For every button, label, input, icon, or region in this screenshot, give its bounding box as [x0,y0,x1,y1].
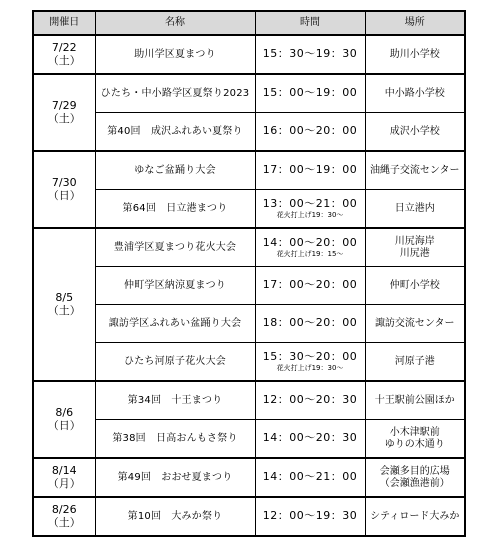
date-cell [33,35,95,74]
event-time [255,113,365,152]
event-place [365,343,465,382]
event-place [365,190,465,229]
table-row [33,151,465,190]
event-place-line: 中小路小学校 [384,87,445,99]
event-time-range: 17：00～20：00 [262,278,358,292]
event-name: 第10回 大みか祭り [95,497,255,536]
event-time [255,151,365,190]
date-cell [33,228,95,381]
event-place-line: 油縄子交流センター [369,164,460,176]
event-time-range: 15：30～19：30 [262,47,358,61]
event-name: 諏訪学区ふれあい盆踊り大会 [95,305,255,343]
date-cell [33,151,95,228]
event-place-line: ゆりの木通り [384,438,445,450]
event-place-line: （会瀬漁港前） [379,477,450,489]
event-name: ゆなご盆踊り大会 [95,151,255,190]
event-place-line: 川尻海岸 [394,236,435,247]
event-weekday: （土） [47,515,81,529]
event-weekday: （土） [47,111,81,125]
table-row [33,343,465,382]
table-row [33,74,465,113]
event-place-line: 会瀬多目的広場 [379,466,450,477]
event-name: ひたち河原子花火大会 [95,343,255,382]
event-place-line: 川尻港 [399,247,430,259]
event-name: 第40回 成沢ふれあい夏祭り [95,113,255,152]
event-name: 助川学区夏まつり [95,35,255,74]
event-date: 7/22 [51,40,77,54]
event-weekday: （日） [47,418,81,432]
event-time-range: 15：00～19：00 [262,86,358,100]
event-place-line: 助川小学校 [389,48,440,60]
event-place-line: 仲町小学校 [389,279,440,291]
event-time-range: 12：00～20：30 [262,393,358,407]
event-place-line: 諏訪交流センター [374,317,455,329]
date-cell [33,458,95,497]
event-place-line: 河原子港 [394,355,435,367]
event-place [365,420,465,459]
event-time [255,190,365,229]
event-name: ひたち・中小路学区夏祭り2023 [95,74,255,113]
fireworks-note: 花火打上げ19：15～ [276,250,344,259]
table-row [33,35,465,74]
fireworks-note: 花火打上げ19：30～ [276,364,344,373]
event-time-range: 14：00～20：30 [262,431,358,445]
event-name: 仲町学区納涼夏まつり [95,267,255,305]
table-body [33,35,465,536]
event-date: 7/29 [51,98,77,112]
fireworks-note: 花火打上げ19：30～ [276,211,344,220]
event-place [365,305,465,343]
table-row [33,458,465,497]
table-row [33,381,465,420]
event-weekday: （月） [47,476,81,490]
event-date: 8/6 [55,405,74,419]
event-schedule-table [32,10,466,537]
event-place-line: 十王駅前公園ほか [374,394,455,406]
event-time [255,343,365,382]
event-name: 第49回 おおせ夏まつり [95,458,255,497]
table-row [33,305,465,343]
header-time: 時間 [255,11,365,35]
event-time-range: 15：30～20：00 [262,349,358,363]
event-time [255,305,365,343]
event-place [365,113,465,152]
event-name: 第34回 十王まつり [95,381,255,420]
event-place [365,458,465,497]
event-place-line: 日立港内 [394,202,435,214]
event-time-range: 17：00～19：00 [262,163,358,177]
event-time-range: 14：00～20：00 [262,235,358,249]
event-time [255,420,365,459]
date-cell [33,381,95,458]
event-date: 8/26 [51,502,77,516]
event-time-range: 13：00～21：00 [262,196,358,210]
table-row [33,190,465,229]
event-name: 第38回 日高おんもさ祭り [95,420,255,459]
date-cell [33,74,95,151]
event-place-line: 成沢小学校 [389,125,440,137]
event-time-range: 14：00～21：00 [262,470,358,484]
event-time [255,35,365,74]
event-name: 第64回 日立港まつり [95,190,255,229]
table-row [33,420,465,459]
event-place [365,228,465,267]
event-place-line: 小木津駅前 [389,427,440,438]
header-place: 場所 [365,11,465,35]
event-date: 7/30 [51,175,77,189]
event-weekday: （日） [47,188,81,202]
event-time [255,381,365,420]
date-cell [33,497,95,536]
event-place [365,267,465,305]
event-time-range: 16：00～20：00 [262,124,358,138]
event-place [365,151,465,190]
header-row [33,11,465,35]
event-place [365,35,465,74]
event-name: 豊浦学区夏まつり花火大会 [95,228,255,267]
event-weekday: （土） [47,53,81,67]
event-time [255,458,365,497]
event-time-range: 12：00～19：30 [262,509,358,523]
event-time [255,228,365,267]
header-date: 開催日 [33,11,95,35]
header-name: 名称 [95,11,255,35]
event-weekday: （土） [47,303,81,317]
event-place [365,74,465,113]
table-row [33,228,465,267]
table-row [33,497,465,536]
table-row [33,113,465,152]
table-row [33,267,465,305]
event-place [365,497,465,536]
event-date: 8/5 [55,290,74,304]
event-time-range: 18：00～20：00 [262,316,358,330]
event-place [365,381,465,420]
event-time [255,267,365,305]
event-date: 8/14 [51,463,77,477]
event-time [255,497,365,536]
event-time [255,74,365,113]
event-place-line: シティロード大みか [370,510,460,522]
